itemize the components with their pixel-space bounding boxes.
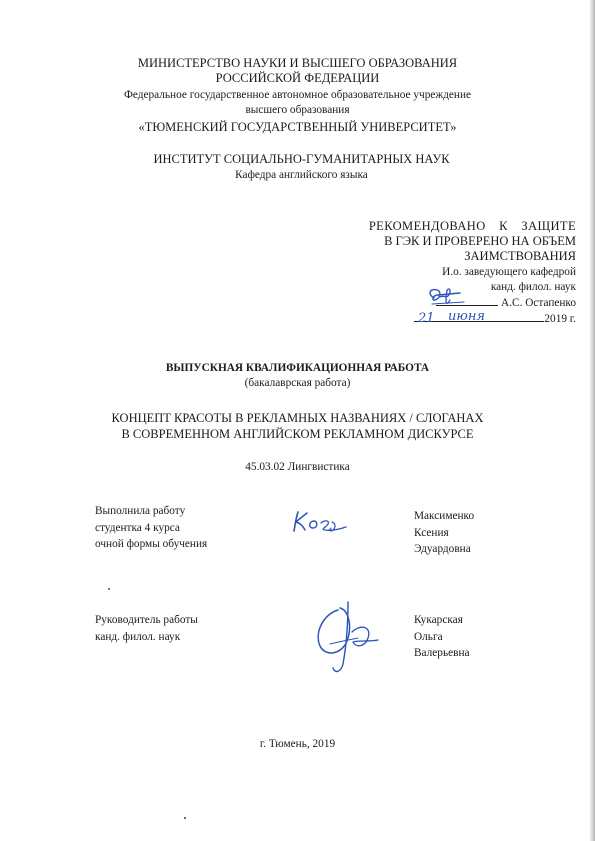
student-signature-image bbox=[290, 508, 370, 536]
specialty: 45.03.02 Лингвистика bbox=[245, 461, 350, 473]
supervisor-label bbox=[95, 612, 198, 645]
supervisor-label-line-1: Руководитель работы bbox=[95, 614, 198, 626]
topic-line-1: КОНЦЕПТ КРАСОТЫ В РЕКЛАМНЫХ НАЗВАНИЯХ / СЛОГАНАХ bbox=[111, 411, 484, 425]
head-signature-image bbox=[424, 284, 470, 310]
city-year: г. Тюмень, 2019 bbox=[259, 738, 336, 750]
topic-line-2: В СОВРЕМЕННОМ АНГЛИЙСКОМ РЕКЛАМНОМ ДИСКУРСЕ bbox=[121, 427, 474, 441]
supervisor-label-line-2: канд. филол. наук bbox=[95, 630, 181, 643]
student-surname: Максименко bbox=[414, 510, 475, 522]
supervisor-surname: Кукарская bbox=[414, 614, 463, 626]
supervisor-name bbox=[414, 612, 470, 662]
supervisor-signature-image bbox=[308, 598, 384, 676]
department-name: Кафедра английского языка bbox=[235, 169, 368, 181]
institute-name: ИНСТИТУТ СОЦИАЛЬНО-ГУМАНИТАРНЫХ НАУК bbox=[153, 152, 450, 166]
student-label-line-1: Выполнила работу bbox=[95, 505, 186, 517]
student-label-line-2: студентка 4 курса bbox=[95, 521, 180, 534]
work-type: ВЫПУСКНАЯ КВАЛИФИКАЦИОННАЯ РАБОТА bbox=[165, 362, 430, 374]
head-name: А.С. Остапенко bbox=[501, 297, 576, 310]
approval-line-3: ЗАИМСТВОВАНИЯ bbox=[464, 249, 576, 264]
student-first-name: Ксения bbox=[414, 526, 449, 539]
university-name: «ТЮМЕНСКИЙ ГОСУДАРСТВЕННЫЙ УНИВЕРСИТЕТ» bbox=[138, 120, 457, 134]
head-degree: канд. филол. наук bbox=[490, 280, 576, 293]
supervisor-first-name: Ольга bbox=[414, 630, 443, 643]
scan-speck bbox=[108, 588, 110, 590]
student-label bbox=[95, 503, 207, 553]
student-name bbox=[414, 508, 474, 558]
supervisor-patronymic: Валерьевна bbox=[414, 647, 470, 660]
approval-line-2: В ГЭК И ПРОВЕРЕНО НА ОБЪЕМ bbox=[384, 234, 576, 249]
approval-line-1: РЕКОМЕНДОВАНО К ЗАЩИТЕ bbox=[368, 219, 576, 233]
approval-year: 2019 г. bbox=[544, 313, 576, 326]
handwritten-day: 21 bbox=[418, 311, 435, 326]
scan-speck bbox=[184, 817, 186, 819]
head-role: И.о. заведующего кафедрой bbox=[442, 265, 576, 278]
institution-line-1: Федеральное государственное автономное образовательное учреждение bbox=[123, 89, 472, 101]
student-label-line-3: очной формы обучения bbox=[95, 538, 208, 551]
work-subtype: (бакалаврская работа) bbox=[244, 377, 351, 389]
ministry-line-1: МИНИСТЕРСТВО НАУКИ И ВЫСШЕГО ОБРАЗОВАНИЯ bbox=[137, 56, 458, 70]
handwritten-month: июня bbox=[448, 309, 485, 324]
ministry-line-2: РОССИЙСКОЙ ФЕДЕРАЦИИ bbox=[215, 71, 380, 85]
student-patronymic: Эдуардовна bbox=[414, 543, 471, 556]
institution-line-2: высшего образования bbox=[245, 104, 350, 116]
